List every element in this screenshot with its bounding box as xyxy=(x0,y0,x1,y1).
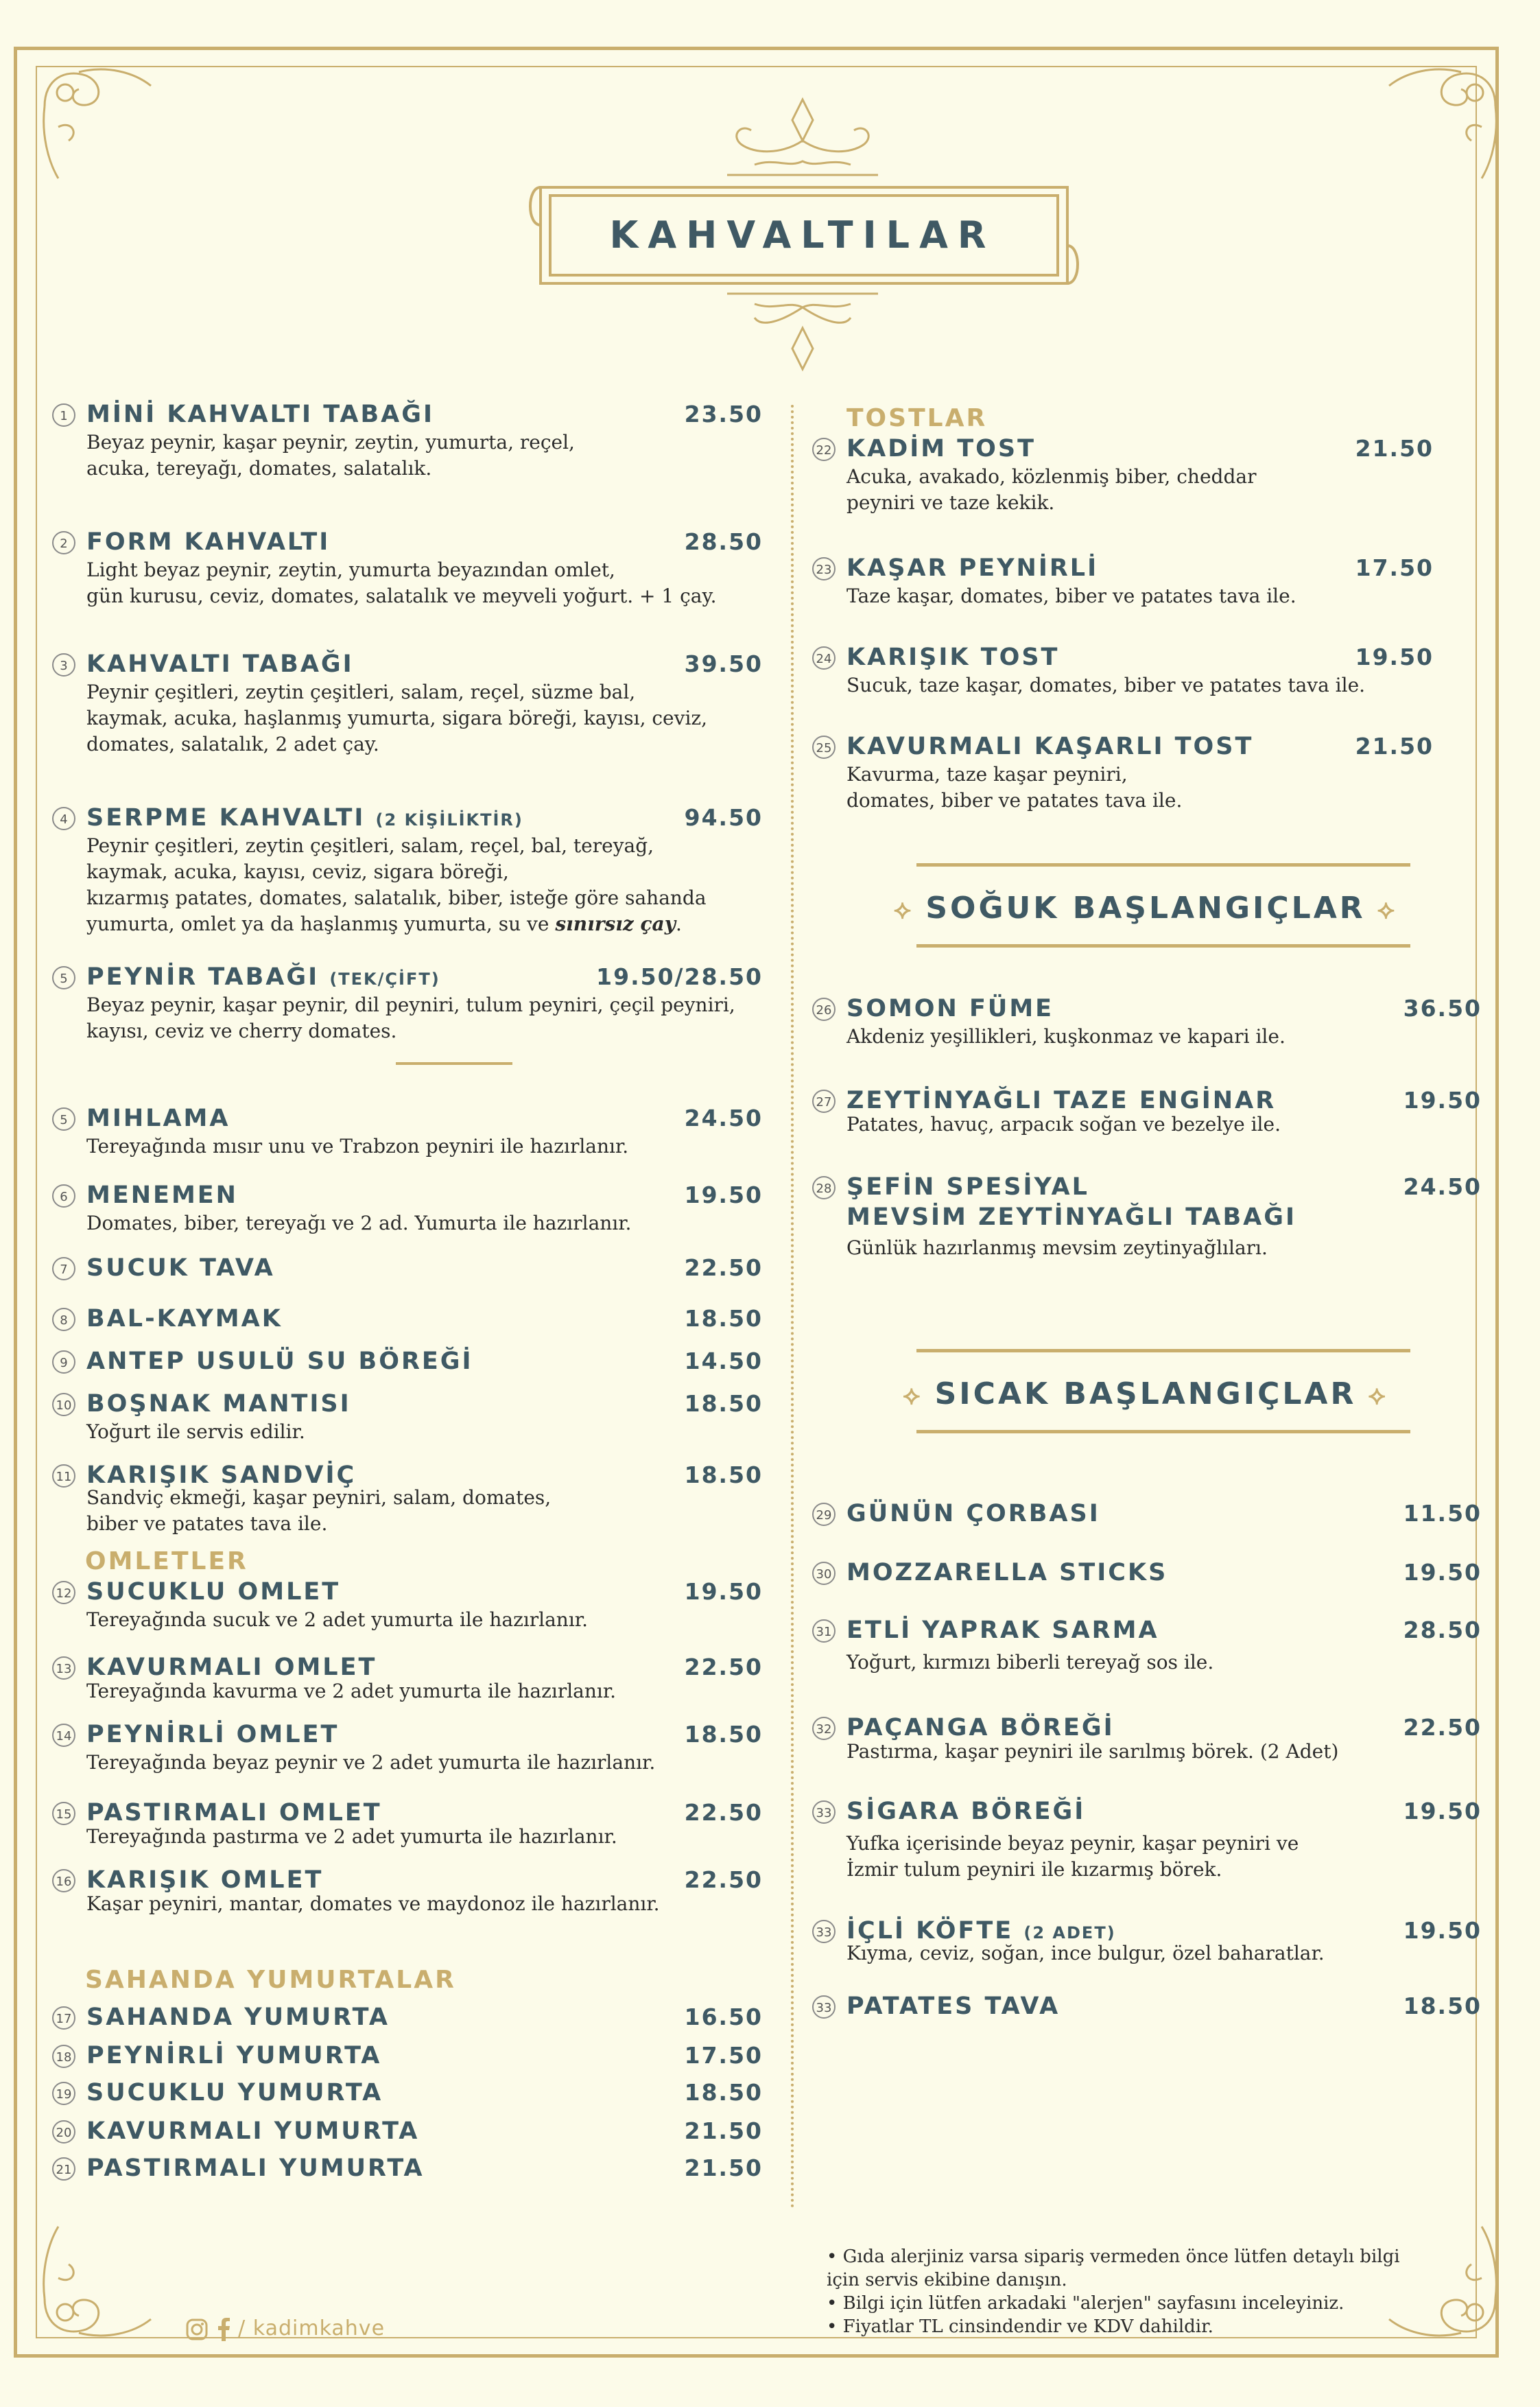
item-price: 18.50 xyxy=(684,1461,763,1488)
item-number: 25 xyxy=(812,736,836,759)
item-name: BOŞNAK MANTISI xyxy=(86,1390,351,1418)
item-name: MİNİ KAHVALTI TABAĞI xyxy=(86,401,435,428)
item-price: 39.50 xyxy=(684,650,763,677)
item-name: FORM KAHVALTI xyxy=(86,528,331,556)
item-number: 4 xyxy=(52,807,75,830)
item-name: KAVURMALI KAŞARLI TOST xyxy=(846,733,1254,760)
item-price: 23.50 xyxy=(684,401,763,427)
section-rule xyxy=(916,1430,1410,1433)
item-name: SAHANDA YUMURTA xyxy=(86,2004,390,2031)
item-number: 10 xyxy=(52,1393,75,1416)
item-number: 32 xyxy=(812,1717,836,1740)
title-bottom-ornament-icon xyxy=(713,287,892,376)
item-price: 18.50 xyxy=(684,2079,763,2106)
item-number: 5 xyxy=(52,966,75,989)
item-name: GÜNÜN ÇORBASI xyxy=(846,1500,1100,1527)
item-description: Kıyma, ceviz, soğan, ince bulgur, özel baharatlar. xyxy=(846,1942,1325,1964)
flourish-left-icon: ⟡ xyxy=(903,1380,935,1410)
item-description: Tereyağında beyaz peynir ve 2 adet yumurta ile hazırlanır. xyxy=(86,1751,656,1774)
item-name: KAŞAR PEYNİRLİ xyxy=(846,554,1099,582)
item-name-text: İÇLİ KÖFTE xyxy=(846,1917,1014,1945)
section-heading-omelets: OMLETLER xyxy=(85,1547,248,1575)
footer-notes xyxy=(827,2245,1444,2338)
item-number: 26 xyxy=(812,998,836,1021)
item-price: 19.50 xyxy=(1355,644,1434,670)
section-rule xyxy=(916,863,1410,867)
corner-ornament-icon xyxy=(38,65,154,182)
item-description: Yufka içerisinde beyaz peynir, kaşar peyniri ve İzmir tulum peyniri ile kızarmış börek. xyxy=(846,1832,1299,1881)
item-number: 33 xyxy=(812,1995,836,2019)
item-description: Kaşar peyniri, mantar, domates ve maydonoz ile hazırlanır. xyxy=(86,1892,660,1915)
item-name: PEYNİRLİ YUMURTA xyxy=(86,2042,382,2069)
item-number: 31 xyxy=(812,1619,836,1643)
item-name: ŞEFİN SPESİYAL xyxy=(846,1173,1089,1201)
item-name: SOMON FÜME xyxy=(846,995,1054,1022)
item-number: 16 xyxy=(52,1869,75,1892)
corner-ornament-icon xyxy=(1386,65,1502,182)
item-price: 22.50 xyxy=(684,1254,763,1281)
item-name: ZEYTİNYAĞLI TAZE ENGİNAR xyxy=(846,1087,1277,1114)
item-description xyxy=(86,833,763,937)
item-description: Patates, havuç, arpacık soğan ve bezelye ile. xyxy=(846,1113,1281,1136)
flourish-left-icon: ⟡ xyxy=(893,894,926,924)
item-number: 18 xyxy=(52,2045,75,2068)
item-name-text: PEYNİR TABAĞI xyxy=(86,963,320,991)
item-name: MENEMEN xyxy=(86,1182,238,1209)
section-heading-hot-text: SICAK BAŞLANGIÇLAR xyxy=(934,1376,1357,1411)
item-name: MOZZARELLA STICKS xyxy=(846,1559,1168,1586)
item-description: Tereyağında pastırma ve 2 adet yumurta ile hazırlanır. xyxy=(86,1825,617,1848)
item-price: 21.50 xyxy=(1355,435,1434,462)
section-heading-cold xyxy=(809,888,1482,930)
item-price: 19.50 xyxy=(684,1578,763,1605)
section-heading-eggs: SAHANDA YUMURTALAR xyxy=(85,1966,456,1994)
item-price: 18.50 xyxy=(684,1390,763,1417)
item-number: 22 xyxy=(812,438,836,461)
item-note: (TEK/ÇİFT) xyxy=(329,970,440,989)
section-rule xyxy=(916,944,1410,948)
item-name: PEYNİRLİ OMLET xyxy=(86,1721,340,1748)
item-price: 19.50/28.50 xyxy=(596,963,763,990)
item-number: 20 xyxy=(52,2120,75,2144)
item-price: 21.50 xyxy=(684,2154,763,2181)
item-name: ETLİ YAPRAK SARMA xyxy=(846,1617,1159,1644)
item-number: 33 xyxy=(812,1800,836,1824)
item-description: Tereyağında mısır unu ve Trabzon peyniri ile hazırlanır. xyxy=(86,1135,629,1158)
item-number: 14 xyxy=(52,1724,75,1747)
item-price: 18.50 xyxy=(684,1721,763,1748)
item-name: MIHLAMA xyxy=(86,1105,230,1132)
item-price: 19.50 xyxy=(1403,1559,1482,1586)
item-number: 33 xyxy=(812,1920,836,1943)
item-number: 27 xyxy=(812,1090,836,1113)
item-price: 24.50 xyxy=(684,1105,763,1131)
instagram-icon[interactable] xyxy=(185,2318,209,2341)
item-name: SİGARA BÖREĞİ xyxy=(846,1798,1086,1825)
item-name: PATATES TAVA xyxy=(846,1993,1061,2020)
item-name: PAÇANGA BÖREĞİ xyxy=(846,1714,1115,1741)
facebook-icon[interactable] xyxy=(216,2318,231,2341)
item-description: Tereyağında kavurma ve 2 adet yumurta ile hazırlanır. xyxy=(86,1680,617,1702)
item-description-emphasis: sınırsız çay xyxy=(555,913,676,935)
item-price: 21.50 xyxy=(684,2117,763,2144)
title-crest-ornament-icon xyxy=(713,93,892,189)
item-number: 15 xyxy=(52,1802,75,1825)
item-number: 8 xyxy=(52,1308,75,1331)
page-title: KAHVALTILAR xyxy=(609,213,996,257)
item-price: 36.50 xyxy=(1403,995,1482,1022)
item-description: Acuka, avakado, közlenmiş biber, cheddar peyniri ve taze kekik. xyxy=(846,465,1257,514)
item-name: KARIŞIK TOST xyxy=(846,644,1060,671)
item-number: 13 xyxy=(52,1656,75,1680)
corner-ornament-icon xyxy=(38,2223,154,2340)
item-number: 12 xyxy=(52,1581,75,1604)
item-name: KAVURMALI YUMURTA xyxy=(86,2117,420,2145)
item-price: 28.50 xyxy=(1403,1617,1482,1643)
item-description: Akdeniz yeşillikleri, kuşkonmaz ve kapari ile. xyxy=(846,1025,1286,1048)
item-price: 14.50 xyxy=(684,1348,763,1374)
item-name: KADİM TOST xyxy=(846,435,1036,462)
item-name: PASTIRMALI OMLET xyxy=(86,1799,382,1827)
item-description: Günlük hazırlanmış mevsim zeytinyağlıları. xyxy=(846,1236,1268,1259)
item-price: 22.50 xyxy=(684,1799,763,1826)
item-description: Tereyağında sucuk ve 2 adet yumurta ile hazırlanır. xyxy=(86,1608,589,1631)
item-number: 23 xyxy=(812,557,836,580)
item-number: 19 xyxy=(52,2082,75,2105)
item-name: KAVURMALI OMLET xyxy=(86,1654,377,1681)
item-description: Light beyaz peynir, zeytin, yumurta beyazından omlet, gün kurusu, ceviz, domates, salatalık ve meyveli yoğurt. + 1 çay. xyxy=(86,559,717,607)
item-number: 11 xyxy=(52,1464,75,1488)
item-description: Peynir çeşitleri, zeytin çeşitleri, salam, reçel, süzme bal, kaymak, acuka, haşlanmış yumurta, sigara böreği, kayısı, ceviz, domates, salatalık, 2 adet çay. xyxy=(86,681,708,755)
item-number: 6 xyxy=(52,1184,75,1208)
item-name: SUCUKLU YUMURTA xyxy=(86,2079,383,2106)
item-number: 24 xyxy=(812,646,836,670)
item-name xyxy=(86,801,523,836)
item-number: 2 xyxy=(52,531,75,554)
item-number: 29 xyxy=(812,1503,836,1526)
item-price: 19.50 xyxy=(1403,1798,1482,1824)
item-note: (2 ADET) xyxy=(1023,1923,1116,1942)
item-price: 19.50 xyxy=(684,1182,763,1208)
item-description: Taze kaşar, domates, biber ve patates tava ile. xyxy=(846,585,1296,607)
item-price: 21.50 xyxy=(1355,733,1434,760)
item-name: SUCUKLU OMLET xyxy=(86,1578,341,1606)
item-price: 22.50 xyxy=(1403,1714,1482,1741)
item-price: 94.50 xyxy=(684,804,763,831)
item-number: 28 xyxy=(812,1176,836,1199)
item-number: 3 xyxy=(52,653,75,677)
item-price: 28.50 xyxy=(684,528,763,555)
item-description-end: . xyxy=(675,913,682,935)
item-price: 17.50 xyxy=(684,2042,763,2069)
item-number: 21 xyxy=(52,2157,75,2181)
item-name: ANTEP USULÜ SU BÖREĞİ xyxy=(86,1348,473,1375)
section-heading-hot xyxy=(809,1374,1482,1416)
item-name: SUCUK TAVA xyxy=(86,1254,275,1282)
item-price: 19.50 xyxy=(1403,1917,1482,1944)
item-number: 30 xyxy=(812,1562,836,1585)
item-description: Yoğurt ile servis edilir. xyxy=(86,1420,305,1443)
item-name: KARIŞIK OMLET xyxy=(86,1866,324,1894)
item-description: Yoğurt, kırmızı biberli tereyağ sos ile. xyxy=(846,1651,1214,1674)
item-price: 19.50 xyxy=(1403,1087,1482,1114)
item-description: Sandviç ekmeği, kaşar peyniri, salam, domates, biber ve patates tava ile. xyxy=(86,1486,552,1535)
item-price: 17.50 xyxy=(1355,554,1434,581)
item-description: Domates, biber, tereyağı ve 2 ad. Yumurta ile hazırlanır. xyxy=(86,1212,632,1234)
item-number: 9 xyxy=(52,1350,75,1374)
social-handle xyxy=(185,2314,385,2344)
section-heading-toasts: TOSTLAR xyxy=(846,404,988,432)
note-line: • Bilgi için lütfen arkadaki "alerjen" sayfasını inceleyiniz. xyxy=(827,2293,1344,2314)
item-description: Beyaz peynir, kaşar peynir, zeytin, yumurta, reçel, acuka, tereyağı, domates, salatalık. xyxy=(86,431,575,480)
item-description: Sucuk, taze kaşar, domates, biber ve patates tava ile. xyxy=(846,674,1366,696)
item-price: 16.50 xyxy=(684,2004,763,2030)
item-number: 7 xyxy=(52,1257,75,1280)
section-rule xyxy=(916,1349,1410,1352)
item-description: Beyaz peynir, kaşar peynir, dil peyniri, tulum peyniri, çeçil peyniri, kayısı, ceviz ve cherry domates. xyxy=(86,994,735,1042)
flourish-right-icon: ⟡ xyxy=(1365,894,1397,924)
item-name-text: SERPME KAHVALTI xyxy=(86,804,366,832)
item-name xyxy=(86,961,440,996)
note-line: • Gıda alerjiniz varsa sipariş vermeden önce lütfen detaylı bilgi için servis ekibine danışın. xyxy=(827,2246,1400,2290)
item-name: KAHVALTI TABAĞI xyxy=(86,650,354,678)
section-heading-cold-text: SOĞUK BAŞLANGIÇLAR xyxy=(925,891,1366,926)
item-number: 1 xyxy=(52,403,75,427)
item-price: 18.50 xyxy=(684,1305,763,1332)
item-name: BAL-KAYMAK xyxy=(86,1305,283,1332)
item-price: 22.50 xyxy=(684,1654,763,1680)
item-description: Kavurma, taze kaşar peyniri, domates, biber ve patates tava ile. xyxy=(846,763,1183,812)
column-divider xyxy=(791,405,794,2209)
item-price: 18.50 xyxy=(1403,1993,1482,2019)
item-description-text: Peynir çeşitleri, zeytin çeşitleri, salam, reçel, bal, tereyağ, kaymak, acuka, kayısı, ceviz, sigara böreği, kızarmış patates, domates, salatalık, biber, isteğe göre sahanda yumurta, omlet ya da haşlanmış yumurta, su ve xyxy=(86,834,707,935)
item-name: KARIŞIK SANDVİÇ xyxy=(86,1461,357,1489)
item-description: Pastırma, kaşar peyniri ile sarılmış börek. (2 Adet) xyxy=(846,1740,1339,1763)
social-handle-text[interactable]: / kadimkahve xyxy=(238,2316,386,2340)
item-price: 24.50 xyxy=(1403,1173,1482,1200)
item-price: 11.50 xyxy=(1403,1500,1482,1527)
item-number: 5 xyxy=(52,1107,75,1131)
item-price: 22.50 xyxy=(684,1866,763,1893)
item-note: (2 KİŞİLİKTİR) xyxy=(375,810,523,830)
item-name-line2: MEVSİM ZEYTİNYAĞLI TABAĞI xyxy=(846,1204,1296,1231)
item-number: 17 xyxy=(52,2006,75,2030)
item-name: PASTIRMALI YUMURTA xyxy=(86,2154,425,2182)
flourish-right-icon: ⟡ xyxy=(1356,1380,1388,1410)
note-line: • Fiyatlar TL cinsindendir ve KDV dahildir. xyxy=(827,2316,1213,2337)
separator-rule xyxy=(396,1062,512,1065)
